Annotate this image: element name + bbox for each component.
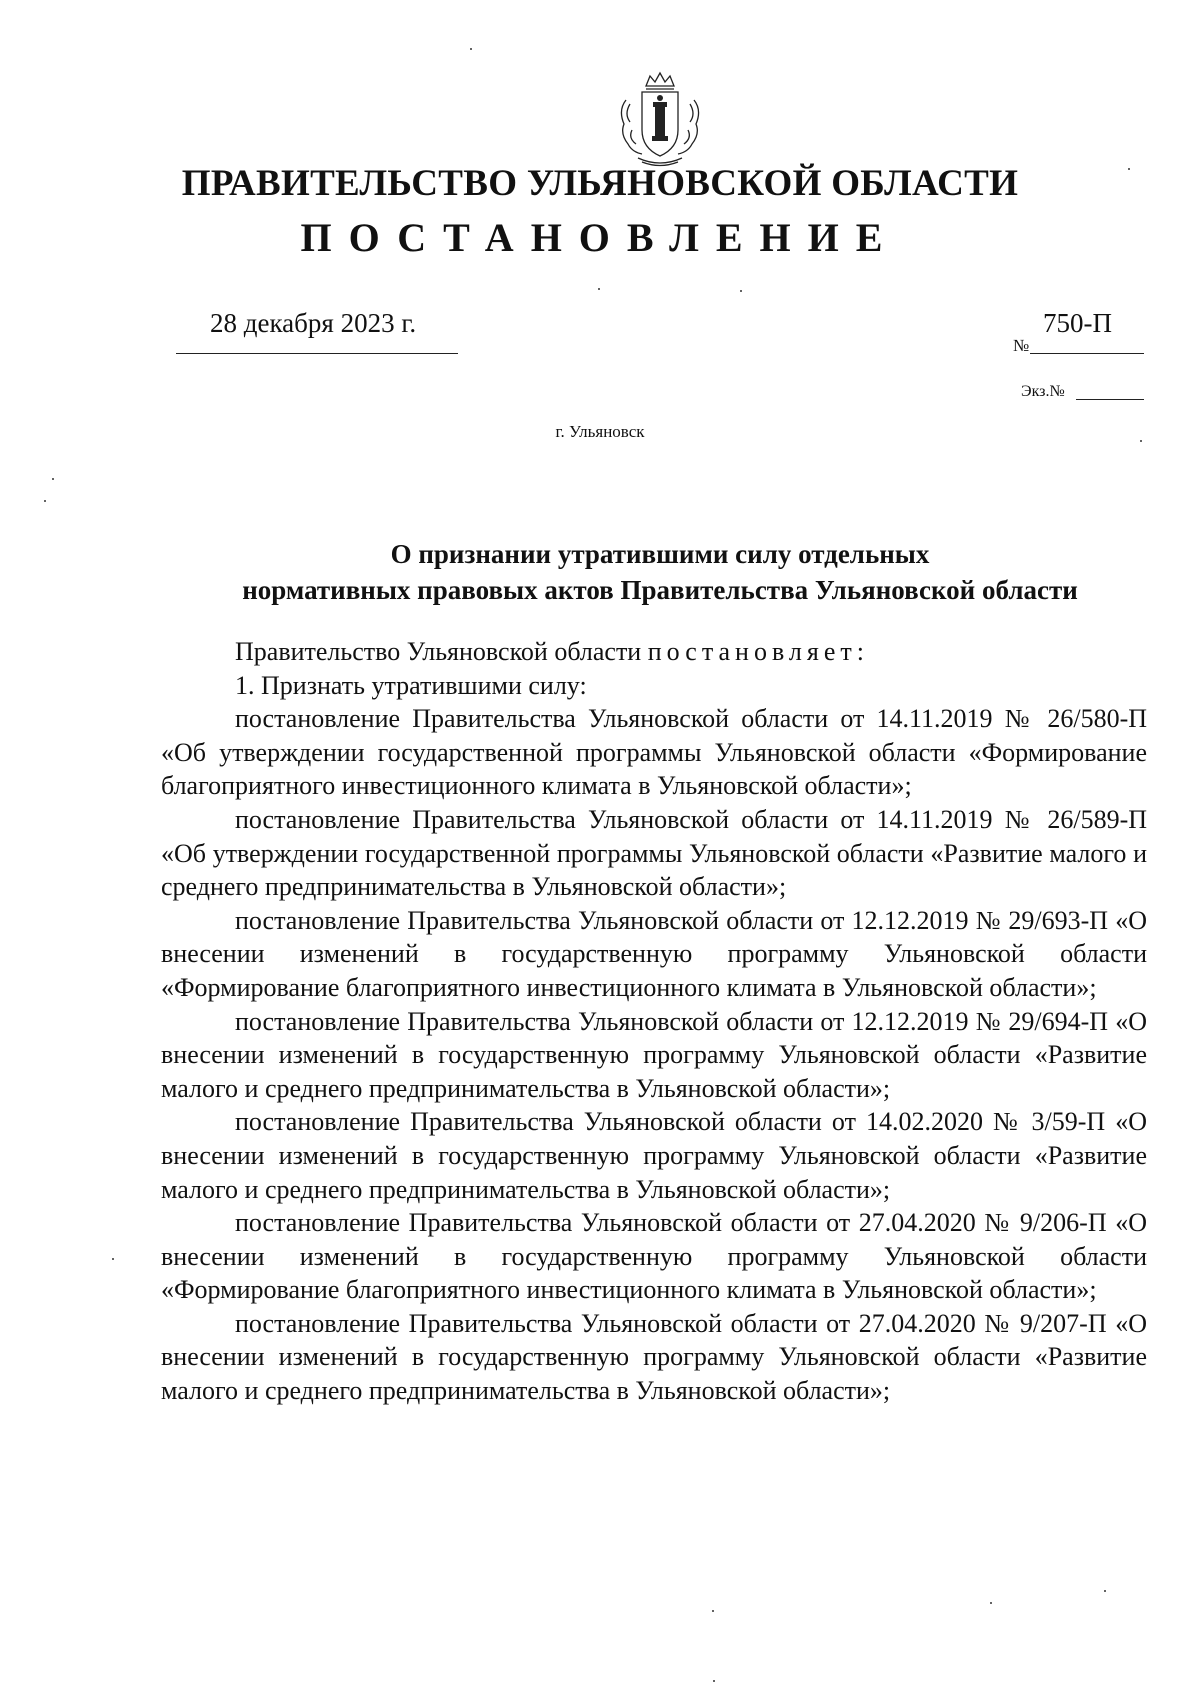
- act-paragraph: постановление Правительства Ульяновской области от 27.04.2020 № 9/207-П «О внесении изменений в государственную программу Ульяновской области «Развитие малого и среднего предпринимательства в Ульяновской области»;: [161, 1308, 1147, 1406]
- number-underline: [1030, 353, 1144, 354]
- heading-line-1: О признании утратившими силу отдельных: [390, 539, 930, 569]
- date-underline: [176, 353, 458, 354]
- item-1-paragraph: 1. Признать утратившими силу:: [235, 670, 587, 700]
- intro-paragraph: [161, 635, 1147, 669]
- decree-verb: постановляет:: [647, 637, 869, 666]
- scan-speck: [1104, 1590, 1106, 1592]
- scan-speck: [712, 1610, 714, 1612]
- act-paragraph: постановление Правительства Ульяновской области от 14.11.2019 № 26/580-П «Об утверждении государственной программы Ульяновской области «Формирование благоприятного инвестиционного климата в Ульяновской области»;: [161, 704, 1147, 801]
- heading-line-2: нормативных правовых актов Правительства Ульяновской области: [242, 575, 1078, 605]
- scan-speck: [470, 48, 472, 50]
- document-heading: [160, 536, 1160, 608]
- scan-speck: [598, 288, 600, 290]
- act-paragraph: постановление Правительства Ульяновской области от 14.11.2019 № 26/589-П «Об утверждении государственной программы Ульяновской области «Развитие малого и среднего предпринимательства в Ульяновской области»;: [161, 804, 1147, 902]
- scan-speck: [52, 478, 54, 480]
- document-body: [161, 635, 1147, 1408]
- intro-text: Правительство Ульяновской области: [235, 637, 648, 666]
- act-paragraph: постановление Правительства Ульяновской области от 27.04.2020 № 9/206-П «О внесении изменений в государственную программу Ульяновской области «Формирование благоприятного инвестиционного климата в Ульяновской области»;: [161, 1208, 1147, 1305]
- copy-number-label: Экз.№: [1021, 383, 1065, 400]
- act-paragraph: постановление Правительства Ульяновской области от 14.02.2020 № 3/59-П «О внесении изменений в государственную программу Ульяновской области «Развитие малого и среднего предпринимательства в Ульяновской области»;: [161, 1107, 1147, 1204]
- city-label: г. Ульяновск: [555, 422, 645, 441]
- act-paragraph: постановление Правительства Ульяновской области от 12.12.2019 № 29/693-П «О внесении изменений в государственную программу Ульяновской области «Формирование благоприятного инвестиционного климата в Ульяновской области»;: [161, 905, 1147, 1002]
- scan-speck: [1128, 168, 1130, 170]
- copy-number-underline: [1076, 399, 1144, 400]
- document-type: ПОСТАНОВЛЕНИЕ: [300, 215, 900, 260]
- coat-of-arms-emblem: [612, 70, 708, 170]
- scan-speck: [44, 500, 46, 502]
- document-number: 750-П: [1043, 308, 1112, 338]
- scan-speck: [990, 1602, 992, 1604]
- number-sign-label: №: [1013, 336, 1030, 355]
- scan-speck: [740, 290, 742, 292]
- scan-speck: [1140, 440, 1142, 442]
- scan-speck: [112, 1258, 114, 1260]
- government-title: ПРАВИТЕЛЬСТВО УЛЬЯНОВСКОЙ ОБЛАСТИ: [181, 163, 1019, 204]
- act-paragraph: постановление Правительства Ульяновской области от 12.12.2019 № 29/694-П «О внесении изменений в государственную программу Ульяновской области «Развитие малого и среднего предпринимательства в Ульяновской области»;: [161, 1006, 1147, 1103]
- scan-speck: [713, 1680, 715, 1682]
- document-date: 28 декабря 2023 г.: [210, 308, 417, 338]
